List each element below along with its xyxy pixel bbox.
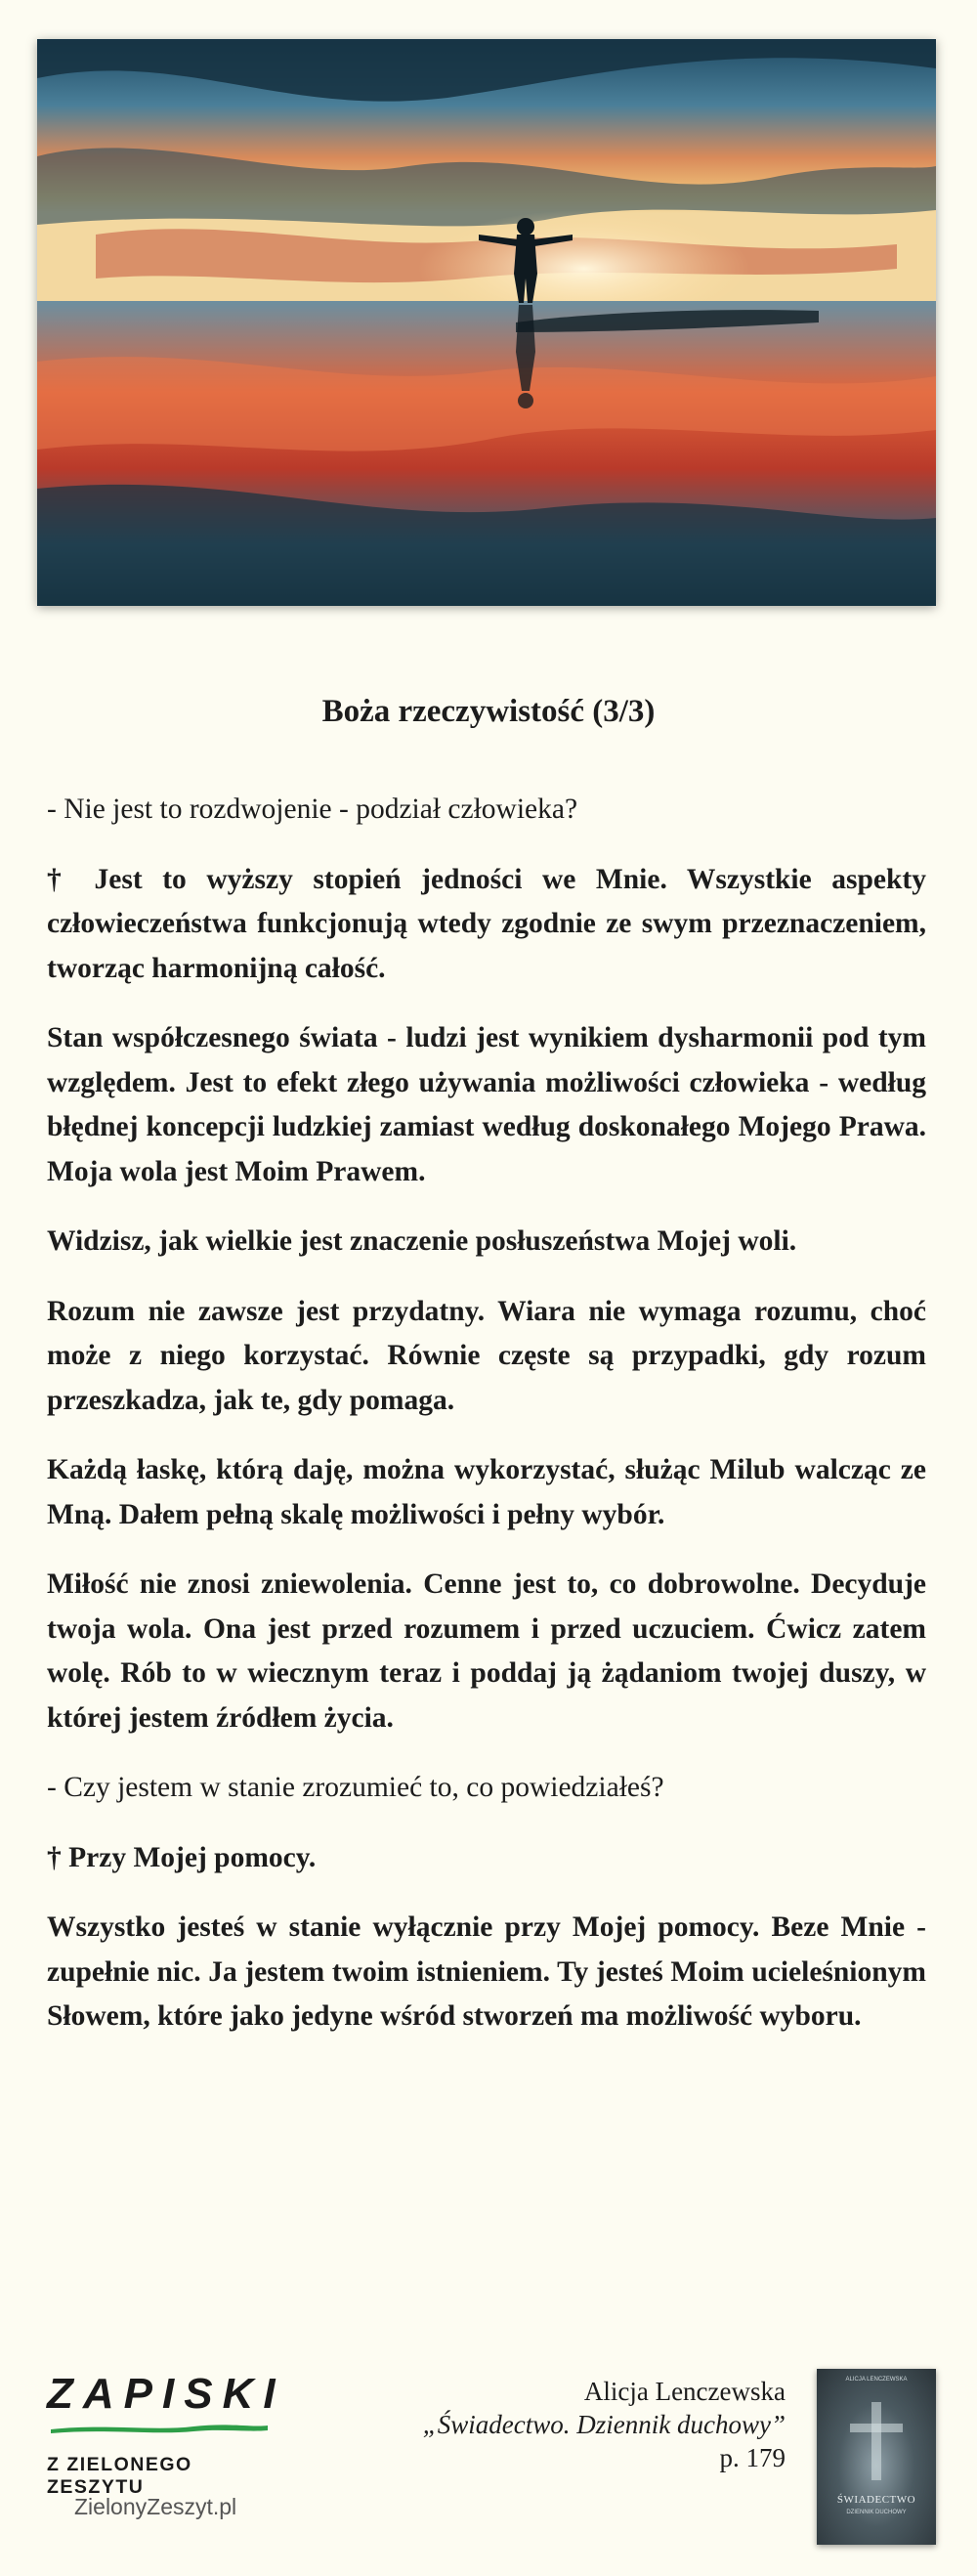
zapiski-logo[interactable] [47, 2370, 285, 2499]
paragraph: † Przy Mojej pomocy. [47, 1841, 317, 1873]
cover-subtitle: DZIENNIK DUCHOWY [846, 2510, 907, 2515]
paragraph: - Czy jestem w stanie zrozumieć to, co powiedziałeś? [47, 1772, 664, 1803]
site-link[interactable]: ZielonyZeszyt.pl [74, 2494, 237, 2519]
cover-title: ŚWIADECTWO [836, 2494, 916, 2506]
book-title: „Świadectwo. Dziennik duchowy” [422, 2410, 786, 2439]
logo-subtitle: Z ZIELONEGO ZESZYTU [47, 2454, 192, 2498]
page-title: Boża rzeczywistość (3/3) [321, 694, 656, 729]
paragraph: Widzisz, jak wielkie jest znaczenie posłuszeństwa Mojej woli. [47, 1225, 797, 1257]
book-cover-image [817, 2369, 936, 2545]
paragraph: † Jest to wyższy stopień jedności we Mnie. Wszystkie aspekty człowieczeństwa funkcjonują wtedy zgodnie ze swym przeznaczeniem, tworząc harmonijną całość. [47, 863, 926, 984]
author-name: Alicja Lenczewska [583, 2377, 786, 2406]
cover-author: ALICJA LENCZEWSKA [845, 2377, 908, 2383]
hero-image [37, 39, 936, 606]
green-line-icon [47, 2420, 272, 2435]
cross-icon [817, 2369, 936, 2545]
paragraph: Każdą łaskę, którą daję, można wykorzystać, służąc Milub walcząc ze Mną. Dałem pełną skalę możliwości i pełny wybór. [47, 1454, 926, 1530]
paragraph: Wszystko jesteś w stanie wyłącznie przy Mojej pomocy. Beze Mnie - zupełnie nic. Ja jestem twoim istnieniem. Ty jesteś Moim ucieleśnionym Słowem, które jako jedyne wśród stworzeń ma możliwość wyboru. [47, 1911, 926, 2032]
paragraph: Miłość nie znosi zniewolenia. Cenne jest to, co dobrowolne. Decyduje twoja wola. Ona jest przed rozumem i przed uczuciem. Ćwicz zatem wolę. Rób to w wiecznym teraz i poddaj ją żądaniom twojej duszy, w której jestem źródłem życia. [47, 1568, 926, 1734]
logo-main-text: ZAPISKI [47, 2370, 285, 2418]
paragraph: Stan współczesnego świata - ludzi jest wynikiem dysharmonii pod tym względem. Jest to efekt złego używania możliwości człowieka - według błędnej koncepcji ludzkiej zamiast według doskonałego Mojego Prawa. Moja wola jest Moim Prawem. [47, 1022, 926, 1187]
book-credit [423, 2375, 786, 2474]
paragraph: Rozum nie zawsze jest przydatny. Wiara nie wymaga rozumu, choć może z niego korzystać. Równie częste są przypadki, gdy rozum przeszkadza, jak te, gdy pomaga. [47, 1295, 926, 1416]
paragraph: - Nie jest to rozdwojenie - podział człowieka? [47, 794, 578, 825]
article-body [47, 788, 926, 2065]
page-number: p. 179 [719, 2443, 786, 2472]
footer [0, 2345, 977, 2576]
